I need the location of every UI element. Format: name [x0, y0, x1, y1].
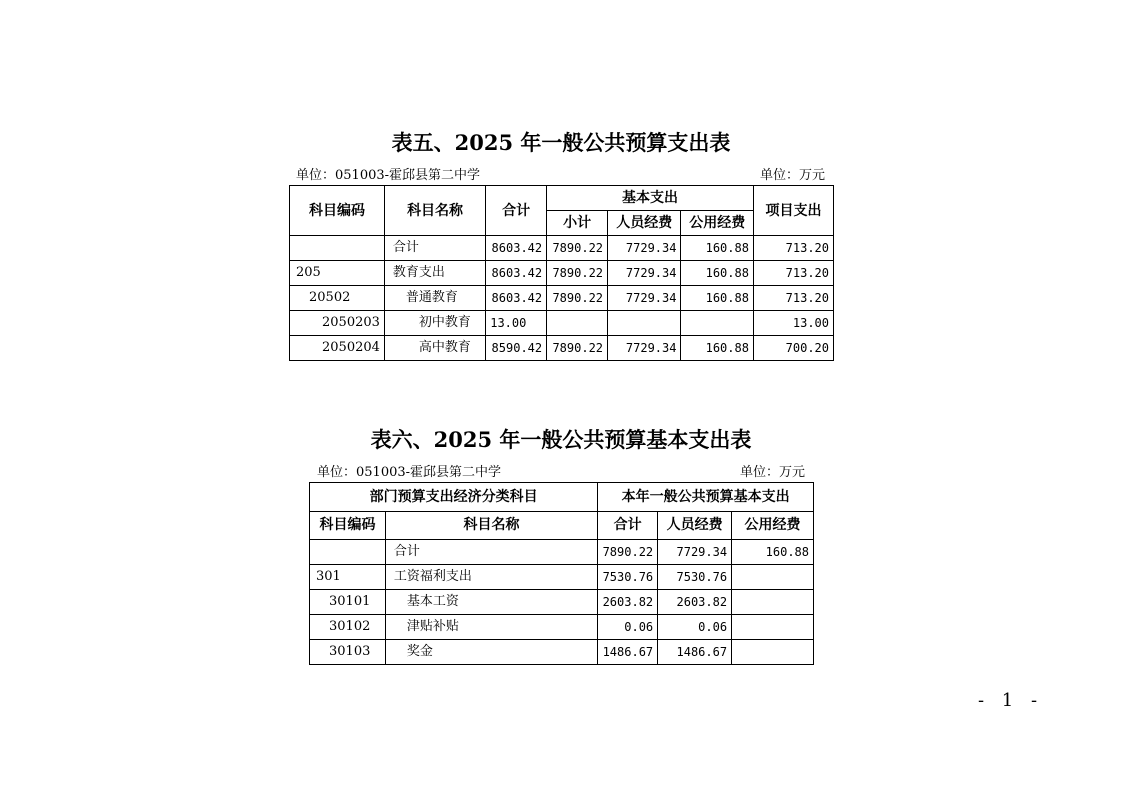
header-project: 项目支出	[753, 186, 833, 236]
cell-public	[732, 565, 814, 590]
cell-personnel: 7729.34	[608, 261, 681, 286]
cell-total: 1486.67	[598, 640, 658, 665]
header-personnel: 人员经费	[658, 512, 732, 540]
header-code: 科目编码	[310, 512, 386, 540]
cell-public	[732, 640, 814, 665]
cell-project: 713.20	[753, 286, 833, 311]
cell-subtotal: 7890.22	[547, 286, 608, 311]
cell-total: 7890.22	[598, 540, 658, 565]
header-subtotal: 小计	[547, 211, 608, 236]
header-name: 科目名称	[384, 186, 485, 236]
table6-unit-left: 单位：051003-霍邱县第二中学	[317, 465, 502, 480]
cell-personnel: 7729.34	[658, 540, 732, 565]
table-row	[290, 236, 834, 261]
header-total: 合计	[598, 512, 658, 540]
table-row	[310, 615, 814, 640]
cell-name: 津贴补贴	[385, 615, 597, 640]
cell-code: 2050204	[290, 336, 385, 361]
table5-title: 表五、2025 年一般公共预算支出表	[391, 130, 731, 155]
cell-name: 奖金	[385, 640, 597, 665]
cell-total: 8603.42	[486, 236, 547, 261]
cell-name: 高中教育	[384, 336, 485, 361]
cell-name: 工资福利支出	[385, 565, 597, 590]
cell-public	[732, 615, 814, 640]
cell-code: 30101	[310, 590, 386, 615]
cell-subtotal: 7890.22	[547, 261, 608, 286]
table6	[309, 482, 814, 665]
cell-name: 合计	[385, 540, 597, 565]
cell-public	[732, 590, 814, 615]
cell-name: 教育支出	[384, 261, 485, 286]
cell-project: 13.00	[753, 311, 833, 336]
header-group-right: 本年一般公共预算基本支出	[598, 483, 814, 512]
cell-public	[681, 311, 754, 336]
cell-personnel: 7729.34	[608, 236, 681, 261]
cell-total: 0.06	[598, 615, 658, 640]
cell-total: 13.00	[486, 311, 547, 336]
cell-code	[310, 540, 386, 565]
table6-unit-right: 单位：万元	[740, 465, 806, 480]
cell-code: 2050203	[290, 311, 385, 336]
table-row	[310, 640, 814, 665]
cell-public: 160.88	[732, 540, 814, 565]
cell-personnel	[608, 311, 681, 336]
cell-code	[290, 236, 385, 261]
cell-project: 713.20	[753, 261, 833, 286]
cell-personnel: 2603.82	[658, 590, 732, 615]
cell-name: 基本工资	[385, 590, 597, 615]
header-total: 合计	[486, 186, 547, 236]
cell-subtotal: 7890.22	[547, 236, 608, 261]
cell-total: 2603.82	[598, 590, 658, 615]
cell-public: 160.88	[681, 236, 754, 261]
table6-title: 表六、2025 年一般公共预算基本支出表	[370, 427, 752, 452]
header-personnel: 人员经费	[608, 211, 681, 236]
cell-total: 7530.76	[598, 565, 658, 590]
cell-total: 8603.42	[486, 261, 547, 286]
cell-project: 700.20	[753, 336, 833, 361]
table-row	[310, 565, 814, 590]
cell-code: 20502	[290, 286, 385, 311]
cell-code: 205	[290, 261, 385, 286]
cell-subtotal	[547, 311, 608, 336]
cell-total: 8603.42	[486, 286, 547, 311]
cell-subtotal: 7890.22	[547, 336, 608, 361]
cell-name: 合计	[384, 236, 485, 261]
cell-code: 301	[310, 565, 386, 590]
cell-public: 160.88	[681, 286, 754, 311]
table-row	[290, 286, 834, 311]
cell-personnel: 1486.67	[658, 640, 732, 665]
header-public: 公用经费	[681, 211, 754, 236]
header-code: 科目编码	[290, 186, 385, 236]
cell-personnel: 7530.76	[658, 565, 732, 590]
table5-unit-right: 单位：万元	[760, 168, 826, 183]
header-group-left: 部门预算支出经济分类科目	[310, 483, 598, 512]
cell-public: 160.88	[681, 336, 754, 361]
table-row	[310, 590, 814, 615]
header-basic: 基本支出	[547, 186, 754, 211]
table-row	[290, 261, 834, 286]
table5-unit-left: 单位：051003-霍邱县第二中学	[296, 168, 481, 183]
table-row	[290, 311, 834, 336]
cell-code: 30103	[310, 640, 386, 665]
cell-code: 30102	[310, 615, 386, 640]
cell-personnel: 7729.34	[608, 286, 681, 311]
cell-public: 160.88	[681, 261, 754, 286]
cell-personnel: 7729.34	[608, 336, 681, 361]
cell-name: 初中教育	[384, 311, 485, 336]
table-row	[310, 540, 814, 565]
cell-project: 713.20	[753, 236, 833, 261]
table-row	[290, 336, 834, 361]
header-name: 科目名称	[385, 512, 597, 540]
cell-total: 8590.42	[486, 336, 547, 361]
cell-name: 普通教育	[384, 286, 485, 311]
header-public: 公用经费	[732, 512, 814, 540]
cell-personnel: 0.06	[658, 615, 732, 640]
page-number: - 1 -	[978, 690, 1044, 711]
table5	[289, 185, 834, 361]
